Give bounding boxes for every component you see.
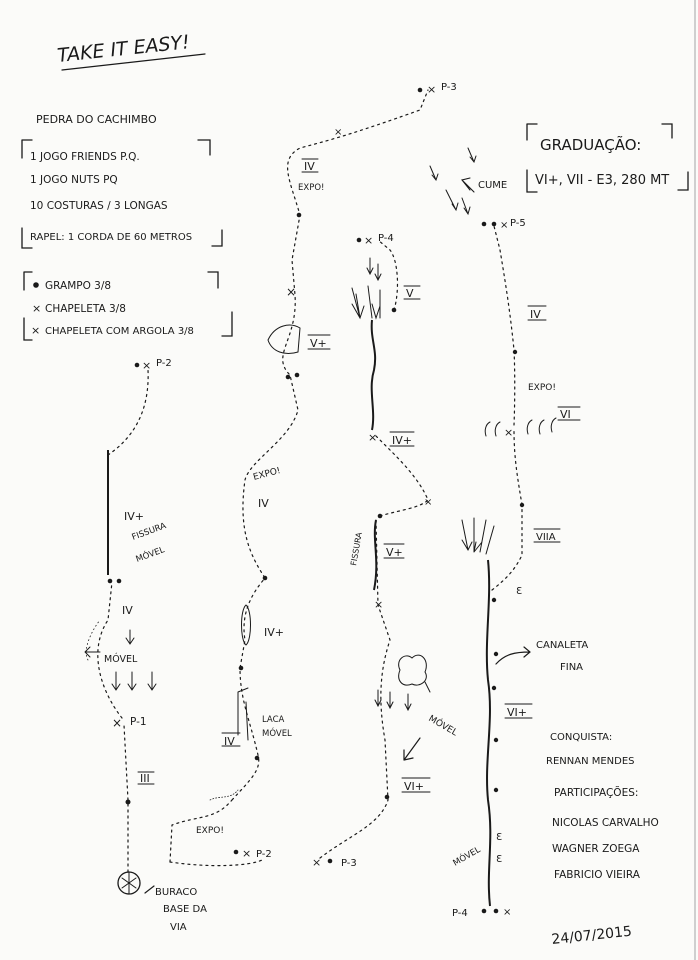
gear-quickdraws: 10 COSTURAS / 3 LONGAS (30, 200, 168, 212)
note-base: BASE DA (163, 904, 207, 915)
note-movel-right: MÓVEL (451, 845, 483, 869)
route-date: 24/07/2015 (550, 923, 633, 948)
note-movel-mid: MÓVEL (426, 713, 459, 739)
legend-grampo: GRAMPO 3/8 (45, 280, 112, 292)
down-arrow-single (126, 630, 134, 644)
belay-p4-mid-icon: × (364, 234, 374, 247)
down-arrows (112, 672, 156, 690)
base-arrow-icon (145, 886, 154, 893)
credit-participant-2: WAGNER ZOEGA (552, 843, 640, 855)
grade-v-p4: V (406, 287, 414, 300)
credit-participant-3: FABRICIO VIEIRA (554, 869, 640, 881)
legend-chapeleta-argola: CHAPELETA COM ARGOLA 3/8 (45, 326, 194, 337)
crag-name: PEDRA DO CACHIMBO (36, 113, 157, 126)
belay-p3-bottom-icon: × (312, 856, 322, 869)
hole-icon (118, 872, 140, 894)
down-arrows (430, 148, 476, 214)
route4-bolt (492, 686, 496, 690)
anchor-dot (357, 238, 362, 243)
route-title: TAKE IT EASY! (56, 31, 191, 67)
rock-icon (242, 605, 251, 645)
route2-bolt (239, 666, 244, 671)
grade-vplus-p2: V+ (310, 337, 327, 350)
route2-bolt (255, 756, 260, 761)
anchor-dot (295, 373, 300, 378)
route4-bolt (494, 652, 498, 656)
chapeleta-icon: × (368, 431, 378, 444)
rock-hatch (86, 620, 100, 660)
grade-vi-p5: VI (560, 408, 571, 421)
credit-participant-1: NICOLAS CARVALHO (552, 817, 659, 829)
down-arrows-cluster (352, 286, 380, 318)
note-buraco: BURACO (155, 887, 198, 898)
belay-p1: P-1 (130, 716, 147, 728)
gear-nuts: 1 JOGO NUTS PQ (30, 174, 118, 186)
belay-p1-icon: × (112, 716, 123, 730)
friend-icon: Ɛ (516, 586, 523, 597)
anchor-dot (135, 363, 140, 368)
legend-bracket-bottom-right (222, 312, 232, 336)
belay-p3-top-icon: × (427, 83, 437, 96)
grade-bracket-br (678, 172, 688, 190)
legend-bracket-right (208, 272, 218, 288)
graduacao-label: GRADUAÇÃO: (540, 136, 642, 154)
chapeleta-argola-icon: × (286, 285, 297, 299)
note-laca-movel-2: MÓVEL (262, 729, 292, 739)
chapeleta-argola-icon: × (31, 324, 41, 337)
grade-bracket-tl (527, 124, 537, 140)
legend-chapeleta: CHAPELETA 3/8 (45, 303, 126, 315)
grade-iv-mid: IV (258, 497, 269, 510)
chapeleta-argola-icon: × (504, 426, 514, 439)
route4-upper-a (492, 505, 522, 590)
route2-low-traverse (170, 860, 262, 866)
arrow-icon-right (496, 647, 530, 664)
chapeleta-icon: × (503, 907, 512, 918)
note-expo-top: EXPO! (298, 183, 325, 193)
scallop-marks (485, 418, 556, 436)
note-canaleta-1: CANALETA (536, 640, 589, 651)
grade-vi-plus-right: VI+ (507, 706, 527, 719)
chapeleta-icon: × (500, 220, 509, 231)
grade-iv-p5: IV (530, 308, 541, 321)
route4-upper-b (514, 430, 522, 505)
route1-pitch1 (124, 725, 128, 872)
note-movel-p1: MÓVEL (104, 654, 138, 665)
route4-upper-c (494, 226, 515, 425)
route4-crack (487, 560, 490, 906)
belay-p2-lower-icon: × (242, 847, 252, 860)
arrow-icon-cume (462, 178, 474, 192)
note-expo-right: EXPO! (528, 383, 556, 393)
chapeleta-icon: × (374, 598, 384, 611)
anchor-dot (117, 579, 122, 584)
anchor-dot (418, 88, 423, 93)
anchor-dot (482, 222, 487, 227)
route3-line (320, 520, 390, 858)
rock-icon (399, 655, 427, 685)
grade-iv-plus-p4: IV+ (392, 434, 412, 447)
credit-conquista-label: CONQUISTA: (550, 732, 613, 743)
grampo-icon (33, 282, 39, 288)
gear-bracket-right (198, 140, 210, 155)
chapeleta-icon: × (334, 127, 343, 138)
note-via: VIA (170, 922, 187, 933)
gear-rappel: RAPEL: 1 CORDA DE 60 METROS (30, 232, 193, 243)
arrow-icon-down-left (404, 738, 420, 760)
grade-iii: III (140, 772, 150, 785)
anchor-dot (492, 222, 497, 227)
route3-upper-crack (372, 320, 375, 430)
down-arrows (367, 258, 381, 280)
gear-friends: 1 JOGO FRIENDS P.Q. (30, 151, 140, 163)
legend-bracket-left (24, 272, 32, 290)
anchor-dot (328, 859, 333, 864)
note-cume: CUME (478, 180, 508, 191)
note-fissura-movel-2: MÓVEL (134, 545, 167, 565)
route1-to-p2 (108, 370, 148, 455)
friend-icon: Ɛ (496, 832, 503, 843)
route3-traverse (376, 436, 428, 516)
rock-icon (268, 325, 300, 353)
belay-p3-top: P-3 (441, 82, 457, 93)
route3-bolt (385, 795, 390, 800)
note-expo-mid: EXPO! (252, 465, 282, 483)
belay-p4-mid: P-4 (378, 233, 394, 244)
graduacao-value: VI+, VII - E3, 280 MT (535, 173, 670, 188)
anchor-dot (482, 909, 487, 914)
note-fissura-left: FISSURA (349, 531, 364, 567)
grade-iv-plus-fissure: IV+ (124, 510, 144, 523)
route1-bolt (126, 800, 131, 805)
grade-vplus-fissure: V+ (386, 546, 403, 559)
belay-p2-lower: P-2 (256, 849, 272, 860)
belay-p3-bottom: P-3 (341, 858, 357, 869)
belay-p5: P-5 (510, 218, 526, 229)
grade-vi-plus-low: VI+ (404, 780, 424, 793)
grade-iv-plus-mid: IV+ (264, 626, 284, 639)
grade-iv-p1: IV (122, 604, 133, 617)
route4-bolt (494, 738, 498, 742)
anchor-dot (286, 375, 291, 380)
down-arrows-cluster (462, 518, 494, 554)
route3-fissure (374, 520, 376, 590)
belay-p2-upper: P-2 (156, 358, 172, 369)
belay-p2-upper-icon: × (142, 359, 152, 372)
note-canaleta-2: FINA (560, 662, 584, 673)
credit-conquista-name: RENNAN MENDES (546, 756, 635, 767)
route1-pitch2-lower (98, 582, 122, 718)
anchor-dot (234, 850, 239, 855)
note-fissura-movel-1: FISSURA (130, 521, 168, 543)
credit-participacoes-label: PARTICIPAÇÕES: (554, 787, 639, 799)
chapeleta-icon: × (424, 497, 433, 508)
route2-bolt (263, 576, 268, 581)
grade-iv-top: IV (304, 160, 315, 173)
note-expo-low: EXPO! (196, 826, 224, 836)
friend-icon: Ɛ (496, 854, 503, 865)
route4-bolt (494, 788, 498, 792)
note-laca-movel-1: LACA (262, 715, 285, 725)
chapeleta-icon: × (32, 302, 42, 315)
grade-iv-low: IV (224, 735, 235, 748)
movel-pointer (425, 682, 430, 692)
grade-bracket-tr (662, 124, 672, 138)
grade-vii-a: VIIA (536, 532, 556, 543)
route4-bolt (492, 598, 496, 602)
route4-bolt (513, 350, 517, 354)
anchor-dot (108, 579, 113, 584)
route2-bolt (297, 213, 302, 218)
rappel-bracket-right (212, 230, 222, 246)
anchor-dot (494, 909, 499, 914)
belay-p4-bottom: P-4 (452, 908, 468, 919)
